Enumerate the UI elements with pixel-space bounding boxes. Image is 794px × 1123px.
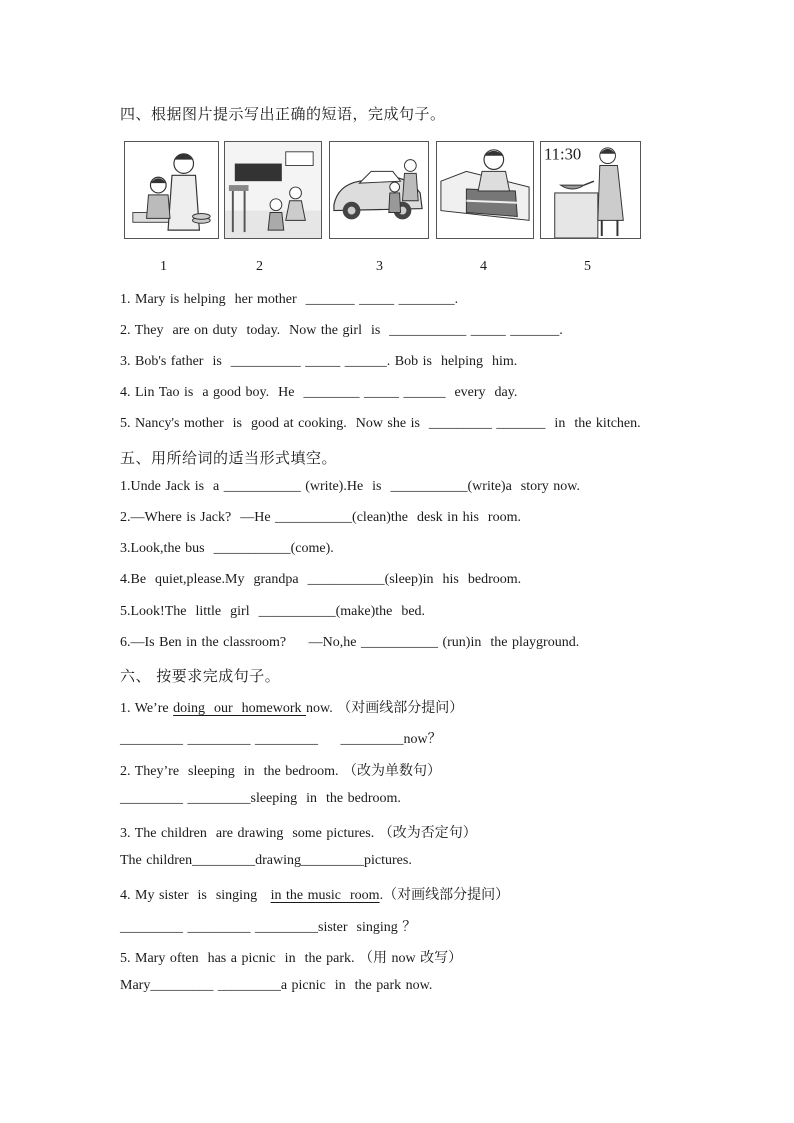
s6-answer-5: Mary_________ _________a picnic in the park now. (120, 978, 433, 993)
s6-question-2: 2. They’re sleeping in the bedroom. （改为单数句） (120, 764, 441, 779)
s6-q1-prefix: 1. We’re (120, 701, 174, 716)
picture-number-2: 2 (256, 259, 263, 274)
s5-sentence-2: 2.—Where is Jack? —He ___________(clean)the desk in his room. (120, 510, 521, 525)
s4-sentence-1: 1. Mary is helping her mother _______ _____ ________. (120, 292, 459, 307)
picture-2-classroom-duty (224, 141, 322, 239)
picture-3-washing-car (329, 141, 429, 239)
section-5-heading: 五、用所给词的适当形式填空。 (120, 449, 338, 467)
picture-4-making-bed (436, 141, 534, 239)
s6-q4-suffix: .（对画线部分提问） (379, 888, 510, 903)
s6-question-5: 5. Mary often has a picnic in the park. （用 now 改写） (120, 951, 463, 966)
picture-1-washing-dishes (124, 141, 219, 239)
s4-sentence-3: 3. Bob's father is __________ _____ ______. Bob is helping him. (120, 354, 518, 369)
section-4-heading: 四、根据图片提示写出正确的短语，完成句子。 (120, 105, 446, 123)
s5-sentence-6: 6.—Is Ben in the classroom? —No,he ___________ (run)in the playground. (120, 635, 580, 650)
s6-answer-2: _________ _________sleeping in the bedroom. (120, 791, 401, 806)
s6-q4-prefix: 4. My sister is singing (120, 888, 271, 903)
s6-answer-1: _________ _________ _________ _________now？ (120, 732, 442, 747)
picture-number-4: 4 (480, 259, 487, 274)
s4-sentence-2: 2. They are on duty today. Now the girl is ___________ _____ _______. (120, 323, 563, 338)
picture-number-1: 1 (160, 259, 167, 274)
s4-sentence-5: 5. Nancy's mother is good at cooking. Now she is _________ _______ in the kitchen. (120, 416, 641, 431)
s5-sentence-4: 4.Be quiet,please.My grandpa ___________(sleep)in his bedroom. (120, 572, 522, 587)
clock-time-label: 11:30 (543, 144, 582, 164)
picture-number-3: 3 (376, 259, 383, 274)
s6-question-4 (120, 884, 509, 904)
s6-answer-4: _________ _________ _________sister singing ？ (120, 920, 417, 935)
picture-5-cooking (540, 141, 641, 239)
s5-sentence-3: 3.Look,the bus ___________(come). (120, 541, 334, 556)
s6-q4-underlined: in the music room (270, 888, 380, 903)
s4-sentence-4: 4. Lin Tao is a good boy. He ________ _____ ______ every day. (120, 385, 518, 400)
picture-strip (124, 141, 644, 243)
picture-number-5: 5 (584, 259, 591, 274)
s6-question-1 (120, 697, 463, 717)
s5-sentence-5: 5.Look!The little girl ___________(make)the bed. (120, 604, 426, 619)
s5-sentence-1: 1.Unde Jack is a ___________ (write).He is ___________(write)a story now. (120, 479, 581, 494)
s6-question-3: 3. The children are drawing some pictures. （改为否定句） (120, 826, 477, 841)
s6-answer-3: The children_________drawing_________pictures. (120, 853, 412, 868)
s6-q1-underlined: doing our homework (173, 701, 307, 716)
s6-q1-suffix: now. （对画线部分提问） (306, 701, 464, 716)
section-6-heading: 六、 按要求完成句子。 (120, 667, 281, 685)
